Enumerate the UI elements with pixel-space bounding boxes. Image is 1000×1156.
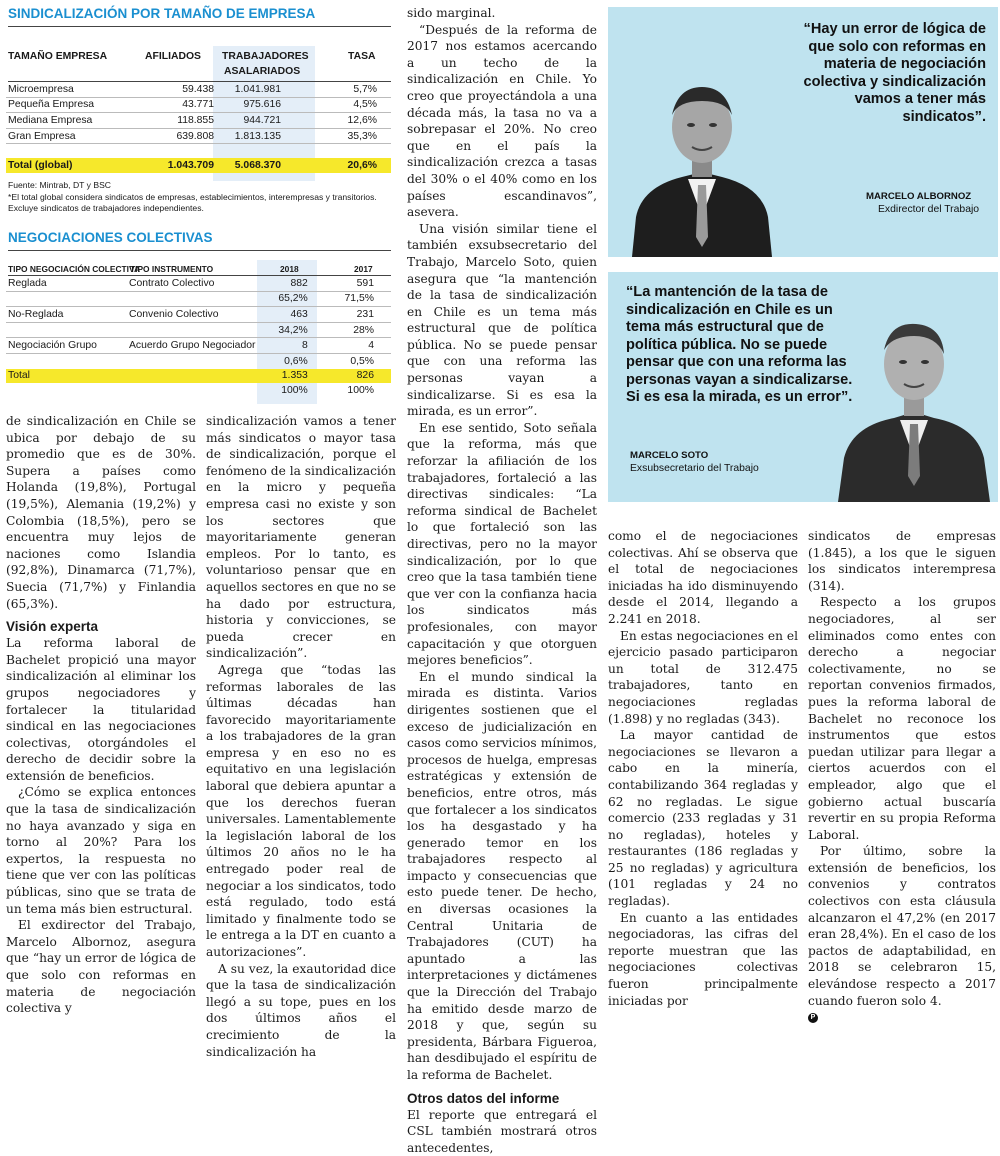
paragraph: Por último, sobre la extensión de beneficios, los convenios y contratos colectivos con esta cláusula alcanzaron el 47,2% (en 2017 eran 28,4%). En el caso de los pactos de adaptabilidad, en 2018 se celebraron 15, elevándose respecto a 2017 cuando fueron solo 4.	[808, 844, 996, 1008]
cell: 944.721	[243, 114, 281, 126]
paragraph: En el mundo sindical la mirada es distinta. Varios dirigentes sostienen que el exceso de judicialización en casos como servicios mínimos, procesos de huelga, empresas estratégicas y extensión de beneficios, entre otros, más que fortalecer a los sindicatos los ha desgastado y ha generado temor en los trabajadores respecto al impacto y consecuencias que esto puede tener. De hecho, en diversas ocasiones la Central Unitaria de Trabajadores (CUT) ha apuntado a las interpretaciones y dictámenes que la Dirección del Trabajo ha emitido desde marzo de 2018 y que, según su presidenta, Bárbara Figueroa, han desdibujado el espíritu de la reforma de Bachelet.	[407, 669, 597, 1082]
cell	[127, 291, 258, 307]
header-tamano: TAMAÑO EMPRESA	[8, 51, 108, 62]
article-column-3	[407, 5, 597, 1156]
cell: Contrato Colectivo	[128, 277, 215, 289]
cell: 59.438	[182, 83, 214, 95]
cell: 118.855	[177, 114, 214, 126]
table1-body	[6, 82, 391, 173]
cell: 4,5%	[353, 99, 377, 111]
end-mark-icon: P	[808, 1013, 818, 1023]
cell: Acuerdo Grupo Negociador	[128, 340, 256, 352]
paragraph: de sindicalización en Chile se ubica por debajo de su promedio que es de 30%. Supera a países como Holanda (19,8%), Portugal (19,5%), Alemania (19,2%) y Colombia (18,5%), pero se encuentra muy lejos de naciones como Islandia (92,8%), Dinamarca (71,7%), Suecia (71,7%) y Finlandia (65,3%).	[6, 414, 196, 611]
header-2018: 2018	[280, 264, 299, 274]
paragraph: Una visión similar tiene el también exsubsecretario del Trabajo, Marcelo Soto, quien asegura que “la mantención de la tasa de sindicalización en Chile es un tema más estructural que de política pública. No se puede pensar que con una reforma las personas vayan a sindicalizarse. Si es esa la mirada, es un error”.	[407, 221, 597, 419]
quote-text: “Hay un error de lógica de que solo con reformas en materia de negociación colectiva y sindicalización vamos a tener más sindicatos”.	[803, 21, 986, 125]
cell: Convenio Colectivo	[128, 308, 219, 320]
table1-title: SINDICALIZACIÓN POR TAMAÑO DE EMPRESA	[8, 6, 316, 21]
cell: 1.353	[257, 369, 319, 384]
cell: Negociación Grupo	[8, 340, 97, 352]
table-row	[6, 383, 391, 398]
cell	[127, 353, 258, 368]
cell: 463	[290, 308, 308, 320]
paragraph: A su vez, la exautoridad dice que la tasa de sindicalización llegó a su tope, pues en los dos últimos años el crecimiento de la sindicalización ha	[206, 961, 396, 1059]
cell: Total	[6, 369, 127, 384]
quote-text: “La mantención de la tasa de sindicalización en Chile es un tema más estructural que de política pública. No se puede pensar que con una reforma las personas vayan a sindicalizarse. Si es esa la mirada, es un error”.	[626, 284, 853, 405]
header-tasa: TASA	[348, 51, 376, 62]
paragraph: El exdirector del Trabajo, Marcelo Albornoz, asegura que “hay un error de lógica de que solo con reformas en materia de negociación colectiva y	[6, 918, 196, 1016]
cell: 28%	[353, 324, 374, 336]
table-row	[6, 338, 391, 354]
table-row	[6, 276, 391, 291]
header-trabajadores: TRABAJADORES	[222, 51, 309, 62]
quote-box-soto	[608, 272, 998, 502]
paragraph: sido marginal.	[407, 6, 496, 20]
quote-author-name: MARCELO ALBORNOZ	[866, 191, 972, 202]
cell: 639.808	[176, 130, 214, 142]
cell: 975.616	[243, 99, 281, 111]
cell	[6, 291, 127, 307]
table-row	[6, 353, 391, 368]
cell	[6, 383, 127, 398]
cell: 34,2%	[278, 324, 308, 336]
cell	[6, 353, 127, 368]
header-tipo-negociacion: TIPO NEGOCIACIÓN COLECTIVA	[8, 264, 140, 274]
note-source: Fuente: Mintrab, DT y BSC	[8, 180, 112, 190]
cell: 43.771	[182, 99, 214, 111]
article-column-1	[6, 413, 196, 1017]
cell: 8	[302, 340, 308, 352]
quote-author-role: Exsubsecretario del Trabajo	[630, 463, 759, 474]
cell: 5,7%	[353, 83, 377, 95]
cell: Gran Empresa	[8, 130, 76, 142]
cell: 20,6%	[319, 158, 391, 173]
header-tipo-instrumento: TIPO INSTRUMENTO	[130, 264, 214, 274]
paragraph: Agrega que “todas las reformas laborales de las últimas décadas han favorecido mayoritariamente a los trabajadores de la gran empresa y en eso no es equitativo en una legislación laboral que debiera apuntar a que los derechos fueran universales. Lamentablemente la legislación laboral de los últimos 20 años no le ha entregado poder real de negociar a los sindicatos, todo está regulado, todo está limitado y finalmente todo se le entrega a la DT en cuanto a autorizaciones”.	[206, 662, 396, 959]
paragraph: como el de negociaciones colectivas. Ahí se observa que el total de negociaciones iniciadas ha ido disminuyendo desde el 2014, llegando a 2.241 en 2018.	[608, 529, 798, 626]
cell: 71,5%	[344, 293, 374, 305]
portrait-albornoz	[622, 67, 782, 257]
table-row	[6, 113, 391, 129]
table2-body	[6, 276, 391, 398]
paragraph: En cuanto a las entidades negociadoras, las cifras del reporte muestran que las negociaciones colectivas fueron principalmente iniciadas por	[608, 910, 798, 1008]
table-row	[6, 128, 391, 144]
cell: Reglada	[8, 277, 47, 289]
header-2017: 2017	[354, 264, 373, 274]
cell: Pequeña Empresa	[8, 99, 95, 111]
header-afiliados: AFILIADOS	[145, 51, 201, 62]
cell: Mediana Empresa	[8, 114, 93, 126]
cell: 0,6%	[284, 355, 308, 367]
table2-title: NEGOCIACIONES COLECTIVAS	[8, 230, 213, 245]
quote-box-albornoz	[608, 7, 998, 257]
article-column-4	[608, 528, 798, 1009]
cell: Microempresa	[8, 83, 74, 95]
note-line: *El total global considera sindicatos de empresas, establecimientos, interempresas y transitorios.	[8, 191, 377, 202]
cell: 882	[290, 277, 308, 289]
cell: 5.068.370	[216, 158, 319, 173]
cell: 65,2%	[278, 293, 308, 305]
divider	[8, 250, 391, 251]
total-row	[6, 158, 391, 173]
cell: 12,6%	[347, 114, 377, 126]
article-column-5	[808, 528, 996, 1026]
cell: 4	[368, 340, 374, 352]
divider	[8, 26, 391, 27]
paragraph: En ese sentido, Soto señala que la reforma, más que reforzar la afiliación de los trabajadores, fortaleció a las directivas sindicales: “La reforma sindical de Bachelet lo que fortaleció son las directivas, pero no la mayor sindicalización, por lo que creo que la tasa también tiene que ver con la confianza hacia los sindicatos más profesionales, con mayor capacitación y que otorguen mejores beneficios”.	[407, 420, 597, 668]
cell: 1.043.709	[146, 158, 216, 173]
total-row	[6, 369, 391, 384]
paragraph: La mayor cantidad de negociaciones se llevaron a cabo en la minería, contabilizando 364 regladas y 62 no regladas. Le sigue comercio (233 regladas y 31 no regladas), hoteles y restaurantes (186 regladas y 25 no regladas) y agricultura (101 regladas y 24 no regladas).	[608, 728, 798, 909]
cell	[6, 322, 127, 338]
article-column-2	[206, 413, 396, 1060]
section-heading: Otros datos del informe	[407, 1090, 560, 1106]
table-row	[6, 97, 391, 113]
cell: 826	[320, 369, 391, 384]
table-row	[6, 307, 391, 323]
table-row	[6, 82, 391, 97]
paragraph: ¿Cómo se explica entonces que la tasa de sindicalización no haya avanzado y siga en torno al 20%? Para los expertos, la respuesta no tiene que ver con las políticas públicas, sino que se trata de un tema más bien estructural.	[6, 785, 196, 916]
paragraph: En estas negociaciones en el ejercicio pasado participaron un total de 312.475 trabajadores, tanto en negociaciones regladas (1.898) y no regladas (343).	[608, 628, 798, 726]
cell: 100%	[347, 384, 374, 396]
cell: Total (global)	[6, 158, 146, 173]
portrait-soto	[830, 308, 998, 502]
cell: 1.041.981	[234, 83, 281, 95]
paragraph: “Después de la reforma de 2017 nos estamos acercando a un techo de la sindicalización en Chile. Yo creo que proyectándola a una década más, la tasa no va a sobrepasar el 20%. No creo que en el país la sindicalización crezca a tasas del 30% o el 40% como en los países escandinavos”, asevera.	[407, 22, 597, 220]
paragraph: sindicatos de empresas (1.845), a los que le siguen los sindicatos interempresa (314).	[808, 529, 996, 593]
cell: 231	[356, 308, 374, 320]
paragraph: El reporte que entregará el CSL también mostrará otros antecedentes,	[407, 1107, 597, 1155]
cell	[127, 369, 258, 384]
table1-notes	[8, 180, 393, 215]
cell: No-Reglada	[8, 308, 64, 320]
quote-author-name: MARCELO SOTO	[630, 450, 709, 461]
cell: 100%	[281, 384, 308, 396]
cell: 0,5%	[350, 355, 374, 367]
table-row	[6, 322, 391, 338]
cell: 591	[356, 277, 374, 289]
paragraph: sindicalización vamos a tener más sindicatos o mayor tasa de sindicalización, porque el fenómeno de la sindicalización en la micro y pequeña empresa casi no existe y son los sectores que mayoritariamente generan empleos. Por lo tanto, es voluntarioso pensar que en aquellos sectores en que no se ha dado por estructura, historia y convicciones, se pueda crecer en sindicalización”.	[206, 414, 396, 661]
cell	[127, 383, 258, 398]
cell	[127, 322, 258, 338]
table-row	[6, 291, 391, 307]
cell: 35,3%	[347, 130, 377, 142]
header-asalariados: ASALARIADOS	[224, 66, 301, 77]
note-line: Excluye sindicatos de trabajadores independientes.	[8, 203, 204, 213]
paragraph: La reforma laboral de Bachelet propició una mayor sindicalización al eliminar los grupos negociadores y fortalecer la titularidad sindical en las negociaciones colectivas, otorgándoles el derecho de decidir sobre la extensión de beneficios.	[6, 636, 196, 783]
cell: 1.813.135	[234, 130, 281, 142]
quote-author-role: Exdirector del Trabajo	[878, 204, 980, 215]
paragraph: Respecto a los grupos negociadores, al ser eliminados como entes con derecho a negociar colectivamente, no se reportan convenios firmados, pues la reforma laboral de Bachelet no reconoce los instrumentos que estos puedan utilizar para llegar a ciertos acuerdos con el empleador, algo que el gobierno actual buscaría revertir en su propia Reforma Laboral.	[808, 595, 996, 842]
section-heading: Visión experta	[6, 619, 99, 635]
